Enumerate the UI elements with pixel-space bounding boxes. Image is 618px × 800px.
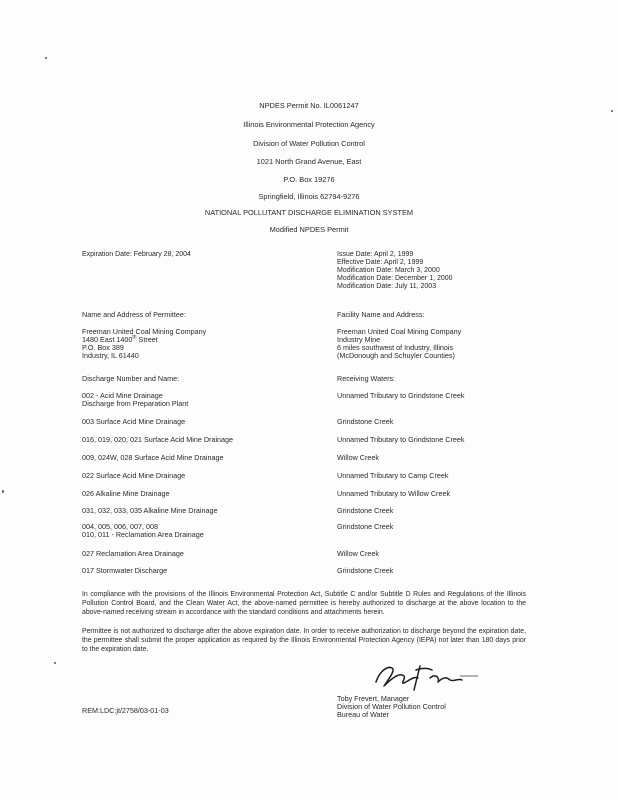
signatory-bureau: Bureau of Water: [337, 710, 390, 719]
receiving-water: Willow Creek: [337, 549, 379, 558]
facility-line-2: Industry Mine: [337, 335, 381, 344]
facility-line-4: (McDonough and Schuyler Counties): [337, 351, 455, 360]
receiving-water: Grindstone Creek: [337, 566, 394, 575]
receiving-water: Grindstone Creek: [337, 522, 394, 531]
receiving-water: Unnamed Tributary to Grindstone Creek: [337, 435, 465, 444]
discharge-name: 026 Alkaline Mine Drainage: [82, 489, 170, 498]
compliance-paragraph: In compliance with the provisions of the Illinois Environmental Protection Act, Subtitle C and/or Subtitle D Rules and Regulations of the Illinois Pollution Control Board, and the Clean Water Act, the above-named permittee is hereby authorized to discharge at the above location to the above-named receiving stream in accordance with the standard conditions and attachments herein.: [82, 591, 526, 616]
receiving-water: Willow Creek: [337, 453, 379, 462]
discharge-name: 017 Stormwater Discharge: [82, 566, 168, 575]
discharge-name: 027 Reclamation Area Drainage: [82, 549, 184, 558]
discharge-name: 016, 019, 020, 021 Surface Acid Mine Drainage: [82, 435, 234, 444]
agency-po-box: P.O. Box 19276: [283, 175, 335, 184]
discharge-name: 002 - Acid Mine Drainage: [82, 391, 163, 400]
modification-date-3: Modification Date: July 11, 2003: [337, 283, 437, 290]
receiving-water: Unnamed Tributary to Camp Creek: [337, 471, 449, 480]
facility-line-3: 6 miles southwest of Industry, Illinois: [337, 343, 454, 352]
authorization-paragraph: Permittee is not authorized to discharge after the above expiration date. In order to receive authorization to discharge beyond the expiration date, the permittee shall submit the proper application as required by the Illinois Environmental Protection Agency (IEPA) not later than 180 days prior to the expiration date.: [82, 628, 526, 653]
signatory-name: Toby Frevert, Manager: [337, 694, 410, 703]
scan-speck: [611, 110, 613, 112]
discharge-name: 009, 024W, 028 Surface Acid Mine Drainage: [82, 453, 224, 462]
discharge-name: 004, 005, 006, 007, 008: [82, 522, 158, 531]
scan-speck: [2, 490, 4, 493]
facility-heading: Facility Name and Address:: [337, 310, 425, 319]
discharge-name: 031, 032, 033, 035 Alkaline Mine Drainage: [82, 506, 218, 515]
signature-image: [370, 656, 480, 696]
system-title: NATIONAL POLLUTANT DISCHARGE ELIMINATION SYSTEM: [204, 208, 414, 217]
permittee-heading: Name and Address of Permittee:: [82, 310, 186, 319]
receiving-water: Grindstone Creek: [337, 506, 394, 515]
permittee-line-4: Industry, IL 61440: [82, 351, 139, 360]
facility-line-1: Freeman United Coal Mining Company: [337, 327, 462, 336]
scan-speck: [45, 57, 47, 59]
receiving-water: Grindstone Creek: [337, 417, 394, 426]
discharge-name-cont: 010, 011 - Reclamation Area Drainage: [82, 530, 204, 539]
permit-number: NPDES Permit No. IL0061247: [259, 101, 359, 110]
discharge-name: 003 Surface Acid Mine Drainage: [82, 417, 186, 426]
permittee-line-1: Freeman United Coal Mining Company: [82, 327, 207, 336]
scan-speck: [54, 662, 56, 664]
permittee-line-2: 1480 East 1400th Street: [82, 334, 158, 344]
division-name: Division of Water Pollution Control: [253, 139, 365, 148]
expiration-date: Expiration Date: February 28, 2004: [82, 251, 191, 258]
discharge-name: 022 Surface Acid Mine Drainage: [82, 471, 186, 480]
effective-date: Effective Date: April 2, 1999: [337, 259, 424, 266]
modification-date-1: Modification Date: March 3, 2000: [337, 267, 440, 274]
permittee-line-3: P.O. Box 389: [82, 343, 124, 352]
modified-permit-label: Modified NPDES Permit: [269, 225, 349, 234]
discharge-heading: Discharge Number and Name:: [82, 374, 180, 383]
agency-city: Springfield, Illinois 62794-9276: [258, 192, 360, 201]
receiving-water: Unnamed Tributary to Willow Creek: [337, 489, 451, 498]
reference-code: REM:LDC:jt/2758/03-01-03: [82, 706, 169, 715]
modification-date-2: Modification Date: December 1, 2000: [337, 275, 453, 282]
signatory-division: Division of Water Pollution Control: [337, 702, 446, 711]
agency-street: 1021 North Grand Avenue, East: [256, 157, 362, 166]
receiving-waters-heading: Receiving Waters:: [337, 374, 396, 383]
agency-name: Illinois Environmental Protection Agency: [243, 120, 375, 129]
discharge-name-cont: Discharge from Preparation Plant: [82, 399, 189, 408]
receiving-water: Unnamed Tributary to Grindstone Creek: [337, 391, 465, 400]
issue-date: Issue Date: April 2, 1999: [337, 251, 414, 258]
